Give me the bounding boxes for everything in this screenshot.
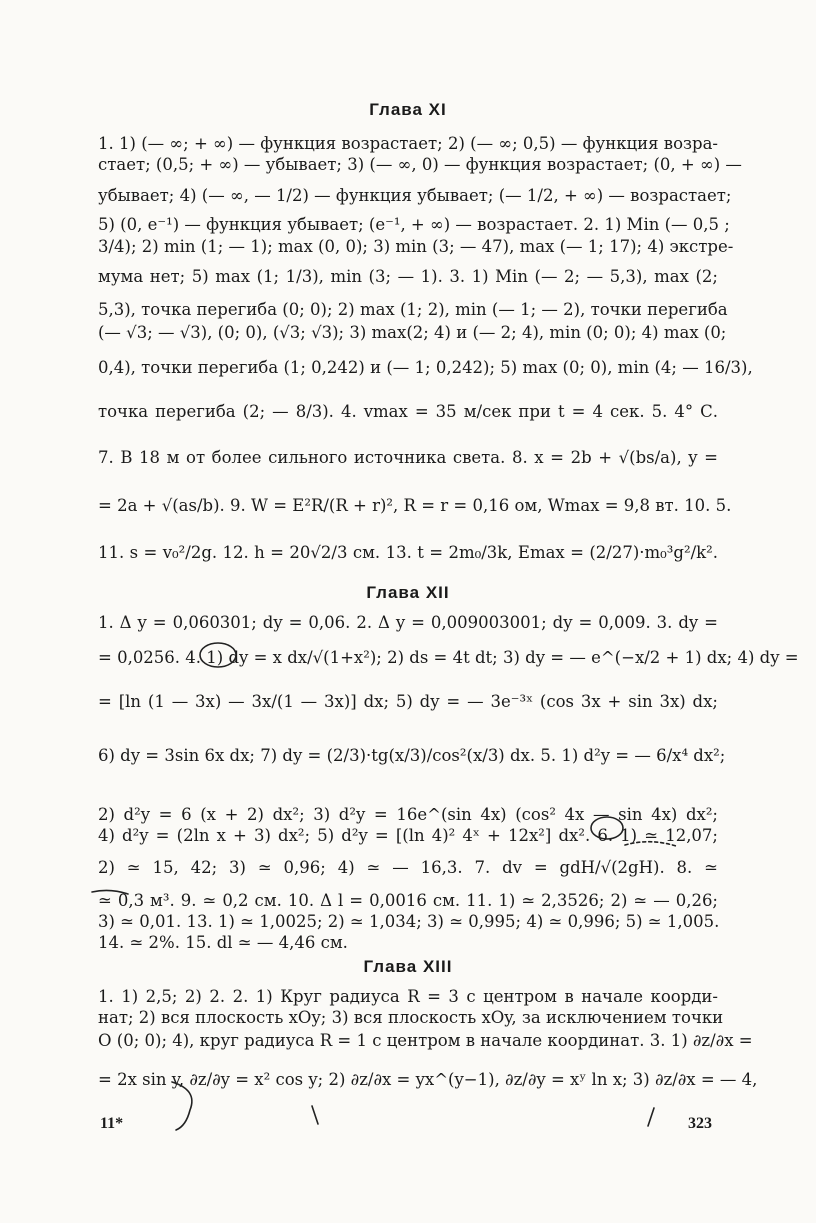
answer-line: стает; (0,5; + ∞) — убывает; 3) (— ∞, 0) — функция возрастает; (0, + ∞) — xyxy=(98,155,742,174)
answer-line: 4) d²y = (2ln x + 3) dx²; 5) d²y = [(ln 4)² 4ˣ + 12x²] dx². 6. 1) ≃ 12,07; xyxy=(98,826,718,845)
answer-line: = 2a + √(as/b). 9. W = E²R/(R + r)², R = r = 0,16 ом, Wmax = 9,8 вт. 10. 5. xyxy=(98,496,732,515)
pen-circle xyxy=(591,817,623,839)
pen-strike xyxy=(92,890,128,894)
answer-line: 0,4), точки перегиба (1; 0,242) и (— 1; 0,242); 5) max (0; 0), min (4; — 16/3), xyxy=(98,358,753,377)
answer-line: 2) ≃ 15, 42; 3) ≃ 0,96; 4) ≃ — 16,3. 7. dv = gdH/√(2gH). 8. ≃ xyxy=(98,858,718,877)
chapter-heading-xii: Глава XII xyxy=(366,583,450,602)
answer-line: O (0; 0); 4), круг радиуса R = 1 с центром в начале координат. 3. 1) ∂z/∂x = xyxy=(98,1031,753,1050)
signature-mark: 11* xyxy=(100,1115,124,1132)
answer-line: ≃ 0,3 м³. 9. ≃ 0,2 см. 10. Δ l = 0,0016 см. 11. 1) ≃ 2,3526; 2) ≃ — 0,26; xyxy=(98,891,718,910)
answer-line: 3/4); 2) min (1; — 1); max (0, 0); 3) min (3; — 47), max (— 1; 17); 4) экстре- xyxy=(98,237,734,256)
pen-scribble xyxy=(625,842,676,846)
answer-line: (— √3; — √3), (0; 0), (√3; √3); 3) max(2; 4) и (— 2; 4), min (0; 0); 4) max (0; xyxy=(98,323,727,342)
answer-line: 1. Δ y = 0,060301; dy = 0,06. 2. Δ y = 0,009003001; dy = 0,009. 3. dy = xyxy=(98,613,718,632)
answer-line: мума нет; 5) max (1; 1/3), min (3; — 1). 3. 1) Min (— 2; — 5,3), max (2; xyxy=(98,267,718,286)
pen-scribble xyxy=(312,1106,318,1124)
answer-line: 1. 1) (— ∞; + ∞) — функция возрастает; 2) (— ∞; 0,5) — функция возра- xyxy=(98,134,718,153)
answer-line: = [ln (1 — 3x) — 3x/(1 — 3x)] dx; 5) dy = — 3e⁻³ˣ (cos 3x + sin 3x) dx; xyxy=(98,692,718,711)
answer-line: убывает; 4) (— ∞, — 1/2) — функция убывает; (— 1/2, + ∞) — возрастает; xyxy=(98,186,732,205)
answer-line: 6) dy = 3sin 6x dx; 7) dy = (2/3)·tg(x/3)/cos²(x/3) dx. 5. 1) d²y = — 6/x⁴ dx²; xyxy=(98,746,726,765)
answer-line: 7. В 18 м от более сильного источника света. 8. x = 2b + √(bs/a), y = xyxy=(98,448,718,467)
chapter-heading-xiii: Глава XIII xyxy=(363,957,453,976)
answer-line: 5,3), точка перегиба (0; 0); 2) max (1; 2), min (— 1; — 2), точки перегиба xyxy=(98,300,728,319)
answer-line: 14. ≃ 2%. 15. dl ≃ — 4,46 см. xyxy=(98,933,348,952)
answer-line: = 2x sin y, ∂z/∂y = x² cos y; 2) ∂z/∂x = yx^(y−1), ∂z/∂y = xʸ ln x; 3) ∂z/∂x = — 4, xyxy=(98,1070,758,1089)
answer-line: точка перегиба (2; — 8/3). 4. vmax = 35 м/сек при t = 4 сек. 5. 4° С. xyxy=(98,402,718,421)
answer-line: 3) ≃ 0,01. 13. 1) ≃ 1,0025; 2) ≃ 1,034; 3) ≃ 0,995; 4) ≃ 0,996; 5) ≃ 1,005. xyxy=(98,912,720,931)
pen-circle xyxy=(200,643,236,667)
answer-line: = 0,0256. 4. 1) dy = x dx/√(1+x²); 2) ds = 4t dt; 3) dy = — e^(−x/2 + 1) dx; 4) dy = xyxy=(98,648,799,667)
answer-line: 1. 1) 2,5; 2) 2. 2. 1) Круг радиуса R = 3 с центром в начале коорди- xyxy=(98,987,718,1006)
answer-line: 11. s = v₀²/2g. 12. h = 20√2/3 см. 13. t = 2m₀/3k, Emax = (2/27)·m₀³g²/k². xyxy=(98,543,718,562)
answer-line: 5) (0, e⁻¹) — функция убывает; (e⁻¹, + ∞) — возрастает. 2. 1) Min (— 0,5 ; xyxy=(98,215,730,234)
chapter-heading-xi: Глава XI xyxy=(369,100,447,119)
pen-scribble xyxy=(172,1082,192,1130)
answer-line: нат; 2) вся плоскость xOy; 3) вся плоскость xOy, за исключением точки xyxy=(98,1008,724,1027)
pen-scribble xyxy=(648,1108,654,1126)
page-number: 323 xyxy=(688,1115,712,1132)
answer-line: 2) d²y = 6 (x + 2) dx²; 3) d²y = 16e^(sin 4x) (cos² 4x — sin 4x) dx²; xyxy=(98,805,718,824)
